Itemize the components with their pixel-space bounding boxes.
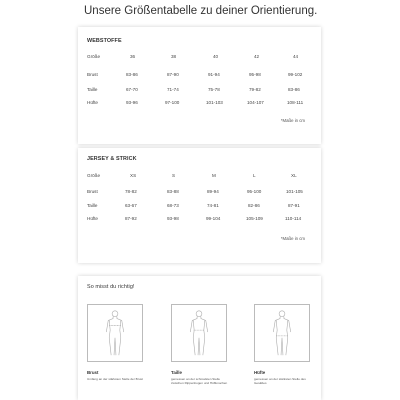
- size-header: 36: [130, 54, 136, 59]
- measure-label-hip: Hüfte: [254, 370, 266, 375]
- body-outline-icon: [172, 305, 226, 361]
- size-header: S: [172, 173, 176, 178]
- table-cell: 63-67: [125, 203, 137, 208]
- table-cell: 110-114: [285, 216, 302, 221]
- size-table-webstoffe: [78, 27, 321, 144]
- table-header-label: Größe: [87, 173, 101, 178]
- table-cell: 75-78: [208, 87, 220, 92]
- table-cell: 108-111: [287, 100, 304, 105]
- table-cell: 95-100: [247, 189, 262, 194]
- measure-desc-waist: gemessen an der schmalsten Stelle zwischen Rippenbogen und Hüftknochen: [171, 377, 228, 385]
- size-header: XS: [130, 173, 137, 178]
- row-label: Taille: [87, 203, 98, 208]
- measure-desc-hip: gemessen an der stärksten Stelle des Gesäßes: [254, 377, 306, 385]
- size-table-jersey: [78, 148, 321, 263]
- table-cell: 101-105: [286, 189, 303, 194]
- table-cell: 93-96: [126, 100, 138, 105]
- page-title: Unsere Größentabelle zu deiner Orientierung.: [84, 5, 318, 17]
- table-header-label: Größe: [87, 54, 101, 59]
- table-cell: 101-103: [206, 100, 223, 105]
- table-cell: 89-94: [207, 189, 219, 194]
- table-cell: 93-98: [167, 216, 179, 221]
- table-cell: 79-82: [249, 87, 261, 92]
- table-cell: 99-102: [288, 72, 303, 77]
- table-cell: 83-86: [288, 87, 300, 92]
- table-cell: 99-104: [206, 216, 221, 221]
- row-label: Taille: [87, 87, 98, 92]
- table-cell: 83-88: [167, 189, 179, 194]
- body-outline-icon: [88, 305, 142, 361]
- size-header: 38: [171, 54, 177, 59]
- figure-hip: [254, 304, 310, 362]
- section-title-webstoffe: WEBSTOFFE: [87, 38, 122, 44]
- size-header: XL: [291, 173, 297, 178]
- table-cell: 71-74: [167, 87, 179, 92]
- table-cell: 87-92: [125, 216, 137, 221]
- row-label: Brust: [87, 189, 98, 194]
- row-label: Brust: [87, 72, 98, 77]
- size-header: M: [212, 173, 216, 178]
- measurement-guide: [78, 276, 321, 400]
- figure-waist: [171, 304, 227, 362]
- table-cell: 74-81: [207, 203, 219, 208]
- body-outline-icon: [255, 305, 309, 361]
- table-cell: 82-86: [248, 203, 260, 208]
- table-cell: 67-70: [126, 87, 138, 92]
- measure-desc-bust: Umfang an der stärksten Stelle der Brust: [87, 377, 143, 381]
- measure-label-waist: Taille: [171, 370, 182, 375]
- table-cell: 87-90: [167, 72, 179, 77]
- table-cell: 105-109: [246, 216, 263, 221]
- size-header: 42: [254, 54, 260, 59]
- unit-note: *Maße in cm: [280, 236, 305, 241]
- table-cell: 83-86: [126, 72, 138, 77]
- size-header: 40: [213, 54, 219, 59]
- table-cell: 104-107: [247, 100, 264, 105]
- table-cell: 95-98: [249, 72, 261, 77]
- section-title-jersey: JERSEY & STRICK: [87, 156, 137, 162]
- table-cell: 97-100: [165, 100, 180, 105]
- table-cell: 78-82: [125, 189, 137, 194]
- table-cell: 91-94: [208, 72, 220, 77]
- unit-note: *Maße in cm: [280, 118, 305, 123]
- size-header: 44: [293, 54, 299, 59]
- measure-label-bust: Brust: [87, 370, 99, 375]
- size-header: L: [253, 173, 256, 178]
- figure-bust: [87, 304, 143, 362]
- row-label: Hüfte: [87, 216, 98, 221]
- section-title-measure: So misst du richtig!: [87, 284, 135, 290]
- table-cell: 68-73: [167, 203, 179, 208]
- table-cell: 87-91: [288, 203, 300, 208]
- row-label: Hüfte: [87, 100, 98, 105]
